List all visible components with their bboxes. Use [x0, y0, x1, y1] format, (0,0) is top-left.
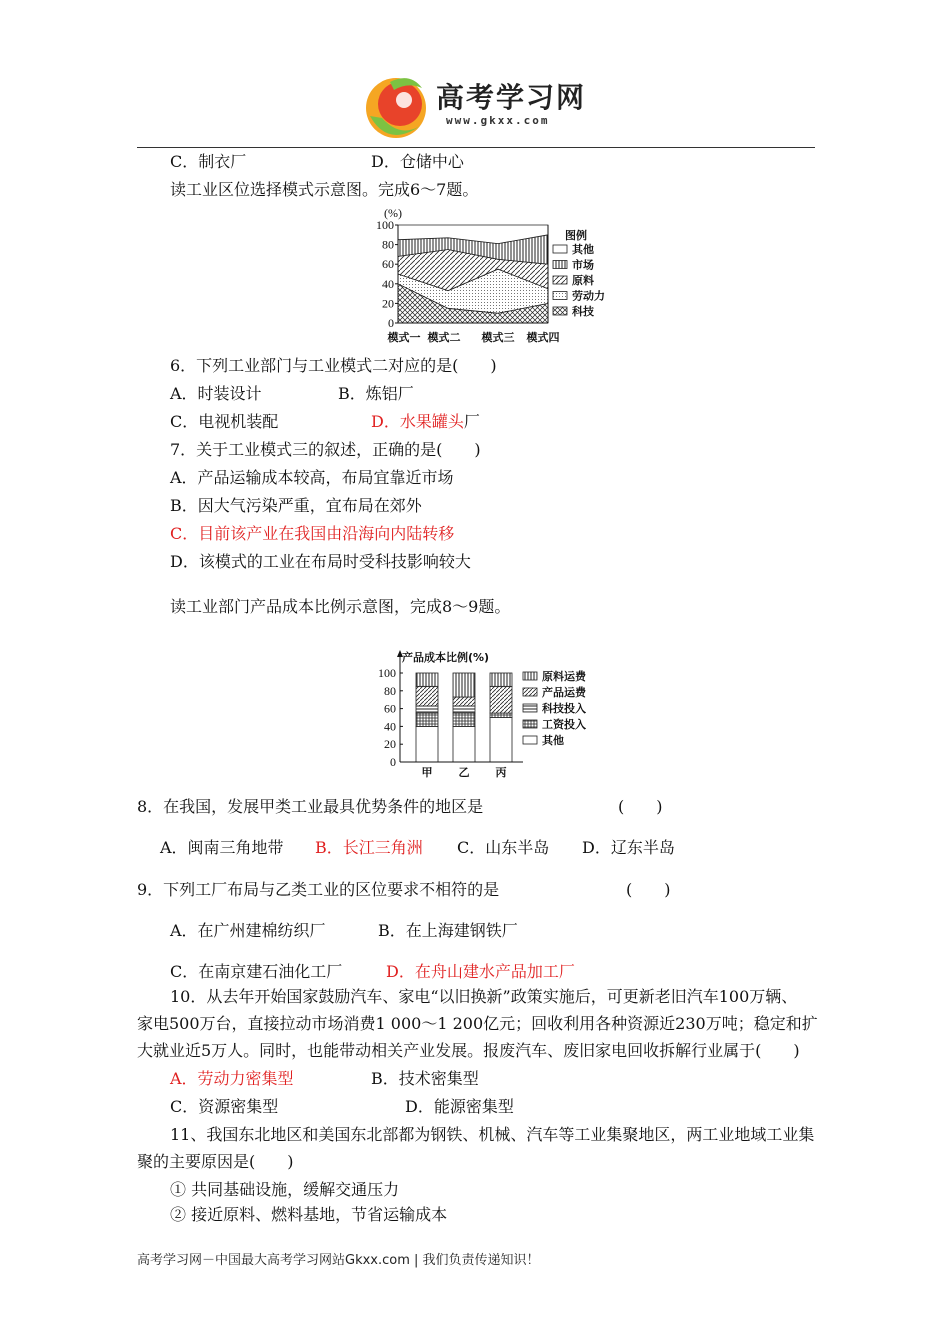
q6-option-c: C．电视机装配: [170, 412, 279, 431]
q8-paren: ( ): [618, 797, 663, 816]
y-tick-label: 0: [390, 755, 396, 769]
legend-swatch: [523, 720, 537, 728]
y-tick-label: 100: [378, 666, 396, 680]
y-unit-label: (%): [384, 206, 402, 220]
legend-swatch: [523, 704, 537, 712]
legend-swatch: [553, 261, 567, 269]
q6-option-d: [371, 412, 480, 432]
q7-option-b: B．因大气污染严重，宜布局在郊外: [170, 496, 422, 515]
q6-option-d-answer: D．水果罐头: [371, 412, 464, 431]
logo-url: www.gkxx.com: [446, 114, 550, 127]
q10-option-a: A．劳动力密集型: [170, 1069, 294, 1088]
q8-option-b: B．长江三角洲: [315, 838, 423, 857]
q9-option-c: C．在南京建石油化工厂: [170, 962, 343, 981]
q7-option-c: C．目前该产业在我国由沿海向内陆转移: [170, 524, 455, 543]
q6-option-a: A．时装设计: [170, 384, 262, 403]
q5-option-c: C．制衣厂: [170, 152, 247, 171]
bar-segment-甲-其他: [416, 726, 438, 762]
q7-option-d: D．该模式的工业在布局时受科技影响较大: [170, 552, 471, 571]
bar-segment-丙-产品运费: [490, 686, 512, 713]
legend-label: 其他: [572, 243, 594, 256]
question-10-line-1: 10．从去年开始国家鼓励汽车、家电“以旧换新”政策实施后，可更新老旧汽车100万辆、: [170, 987, 798, 1006]
q8-option-a: A．闽南三角地带: [160, 838, 284, 857]
q5-option-d: D．仓储中心: [371, 152, 464, 171]
bar-segment-甲-工资投入: [416, 713, 438, 726]
bar-segment-甲-原料运费: [416, 673, 438, 686]
chart-title: 产品成本比例(%): [402, 651, 490, 664]
q10-option-d: D．能源密集型: [405, 1097, 514, 1116]
bar-segment-乙-工资投入: [453, 713, 475, 726]
q9-option-d: D．在舟山建水产品加工厂: [386, 962, 575, 981]
y-tick-label: 40: [382, 276, 394, 291]
question-11-line-1: 11、我国东北地区和美国东北部都为钢铁、机械、汽车等工业集聚地区，两工业地域工业集: [170, 1125, 815, 1144]
y-tick-label: 100: [376, 218, 394, 232]
q11-statement-2: ② 接近原料、燃料基地，节省运输成本: [170, 1205, 448, 1224]
y-tick-label: 80: [382, 237, 394, 252]
bar-segment-甲-科技投入: [416, 706, 438, 713]
question-7: 7．关于工业模式三的叙述，正确的是( ): [170, 440, 481, 459]
bar-segment-甲-产品运费: [416, 686, 438, 706]
legend-swatch: [553, 245, 567, 253]
bar-segment-乙-其他: [453, 726, 475, 762]
logo-text: 高考学习网: [436, 81, 587, 114]
logo-mark-icon: [360, 68, 432, 144]
bar-segment-乙-原料运费: [453, 673, 475, 697]
legend-label: 科技: [572, 305, 594, 318]
q8-option-c: C．山东半岛: [457, 838, 550, 857]
q6-option-b: B．炼铝厂: [338, 384, 414, 403]
q11-statement-1: ① 共同基础设施，缓解交通压力: [170, 1180, 400, 1199]
y-tick-label: 60: [382, 257, 394, 272]
bar-segment-丙-工资投入: [490, 713, 512, 717]
question-8: 8．在我国，发展甲类工业最具优势条件的地区是: [137, 797, 484, 816]
bar-segment-乙-科技投入: [453, 706, 475, 713]
legend-label: 原料运费: [542, 670, 586, 683]
legend-label: 科技投入: [542, 702, 586, 715]
legend-swatch: [553, 292, 567, 300]
q10-option-b: B．技术密集型: [371, 1069, 479, 1088]
industrial-mode-area-chart: [360, 205, 620, 345]
x-tick-label: 模式一: [387, 331, 421, 344]
q9-option-a: A．在广州建棉纺织厂: [170, 921, 326, 940]
legend-label: 工资投入: [542, 718, 586, 731]
legend-label: 劳动力: [572, 289, 605, 303]
q9-paren: ( ): [626, 880, 671, 899]
y-tick-label: 20: [382, 296, 394, 311]
bar-segment-丙-其他: [490, 718, 512, 763]
question-10-line-2: 家电500万台，直接拉动市场消费1 000～1 200亿元；回收利用各种资源近230万吨；稳定和扩: [137, 1014, 818, 1033]
question-9: 9．下列工厂布局与乙类工业的区位要求不相符的是: [137, 880, 500, 899]
y-tick-label: 0: [388, 316, 394, 330]
x-tick-label: 丙: [495, 766, 507, 779]
intro-8-9: 读工业部门产品成本比例示意图，完成8～9题。: [170, 597, 511, 616]
legend-title: 图例: [565, 229, 587, 242]
bar-segment-丙-原料运费: [490, 673, 512, 686]
x-tick-label: 模式三: [481, 331, 515, 344]
q8-option-d: D．辽东半岛: [582, 838, 675, 857]
x-tick-label: 模式二: [427, 331, 461, 344]
product-cost-bar-chart: [368, 645, 608, 785]
legend-label: 产品运费: [542, 686, 586, 699]
x-tick-label: 甲: [421, 766, 433, 779]
legend-swatch: [523, 736, 537, 744]
page-footer: 高考学习网－中国最大高考学习网站Gkxx.com | 我们负责传递知识！: [137, 1253, 540, 1268]
question-11-line-2: 聚的主要原因是( ): [137, 1152, 294, 1171]
legend-label: 市场: [572, 258, 594, 272]
legend-label: 其他: [542, 734, 564, 747]
y-tick-label: 60: [384, 701, 396, 716]
question-10-line-3: 大就业近5万人。同时，也能带动相关产业发展。报废汽车、废旧家电回收拆解行业属于( ): [137, 1041, 800, 1060]
q10-option-c: C．资源密集型: [170, 1097, 279, 1116]
intro-6-7: 读工业区位选择模式示意图。完成6～7题。: [170, 180, 479, 199]
bar-segment-乙-产品运费: [453, 697, 475, 706]
legend-swatch: [523, 688, 537, 696]
legend-swatch: [553, 276, 567, 284]
legend-label: 原料: [572, 274, 594, 287]
x-tick-label: 模式四: [526, 331, 560, 344]
y-tick-label: 80: [384, 683, 396, 698]
y-tick-label: 40: [384, 719, 396, 734]
question-6: 6．下列工业部门与工业模式二对应的是( ): [170, 356, 497, 375]
legend-swatch: [523, 672, 537, 680]
site-logo: [360, 68, 600, 146]
legend-swatch: [553, 307, 567, 315]
x-tick-label: 乙: [458, 766, 470, 779]
header-divider: [137, 147, 815, 148]
y-tick-label: 20: [384, 737, 396, 752]
q9-option-b: B．在上海建钢铁厂: [378, 921, 518, 940]
q6-option-d-tail: 厂: [463, 412, 480, 431]
q7-option-a: A．产品运输成本较高，布局宜靠近市场: [170, 468, 454, 487]
